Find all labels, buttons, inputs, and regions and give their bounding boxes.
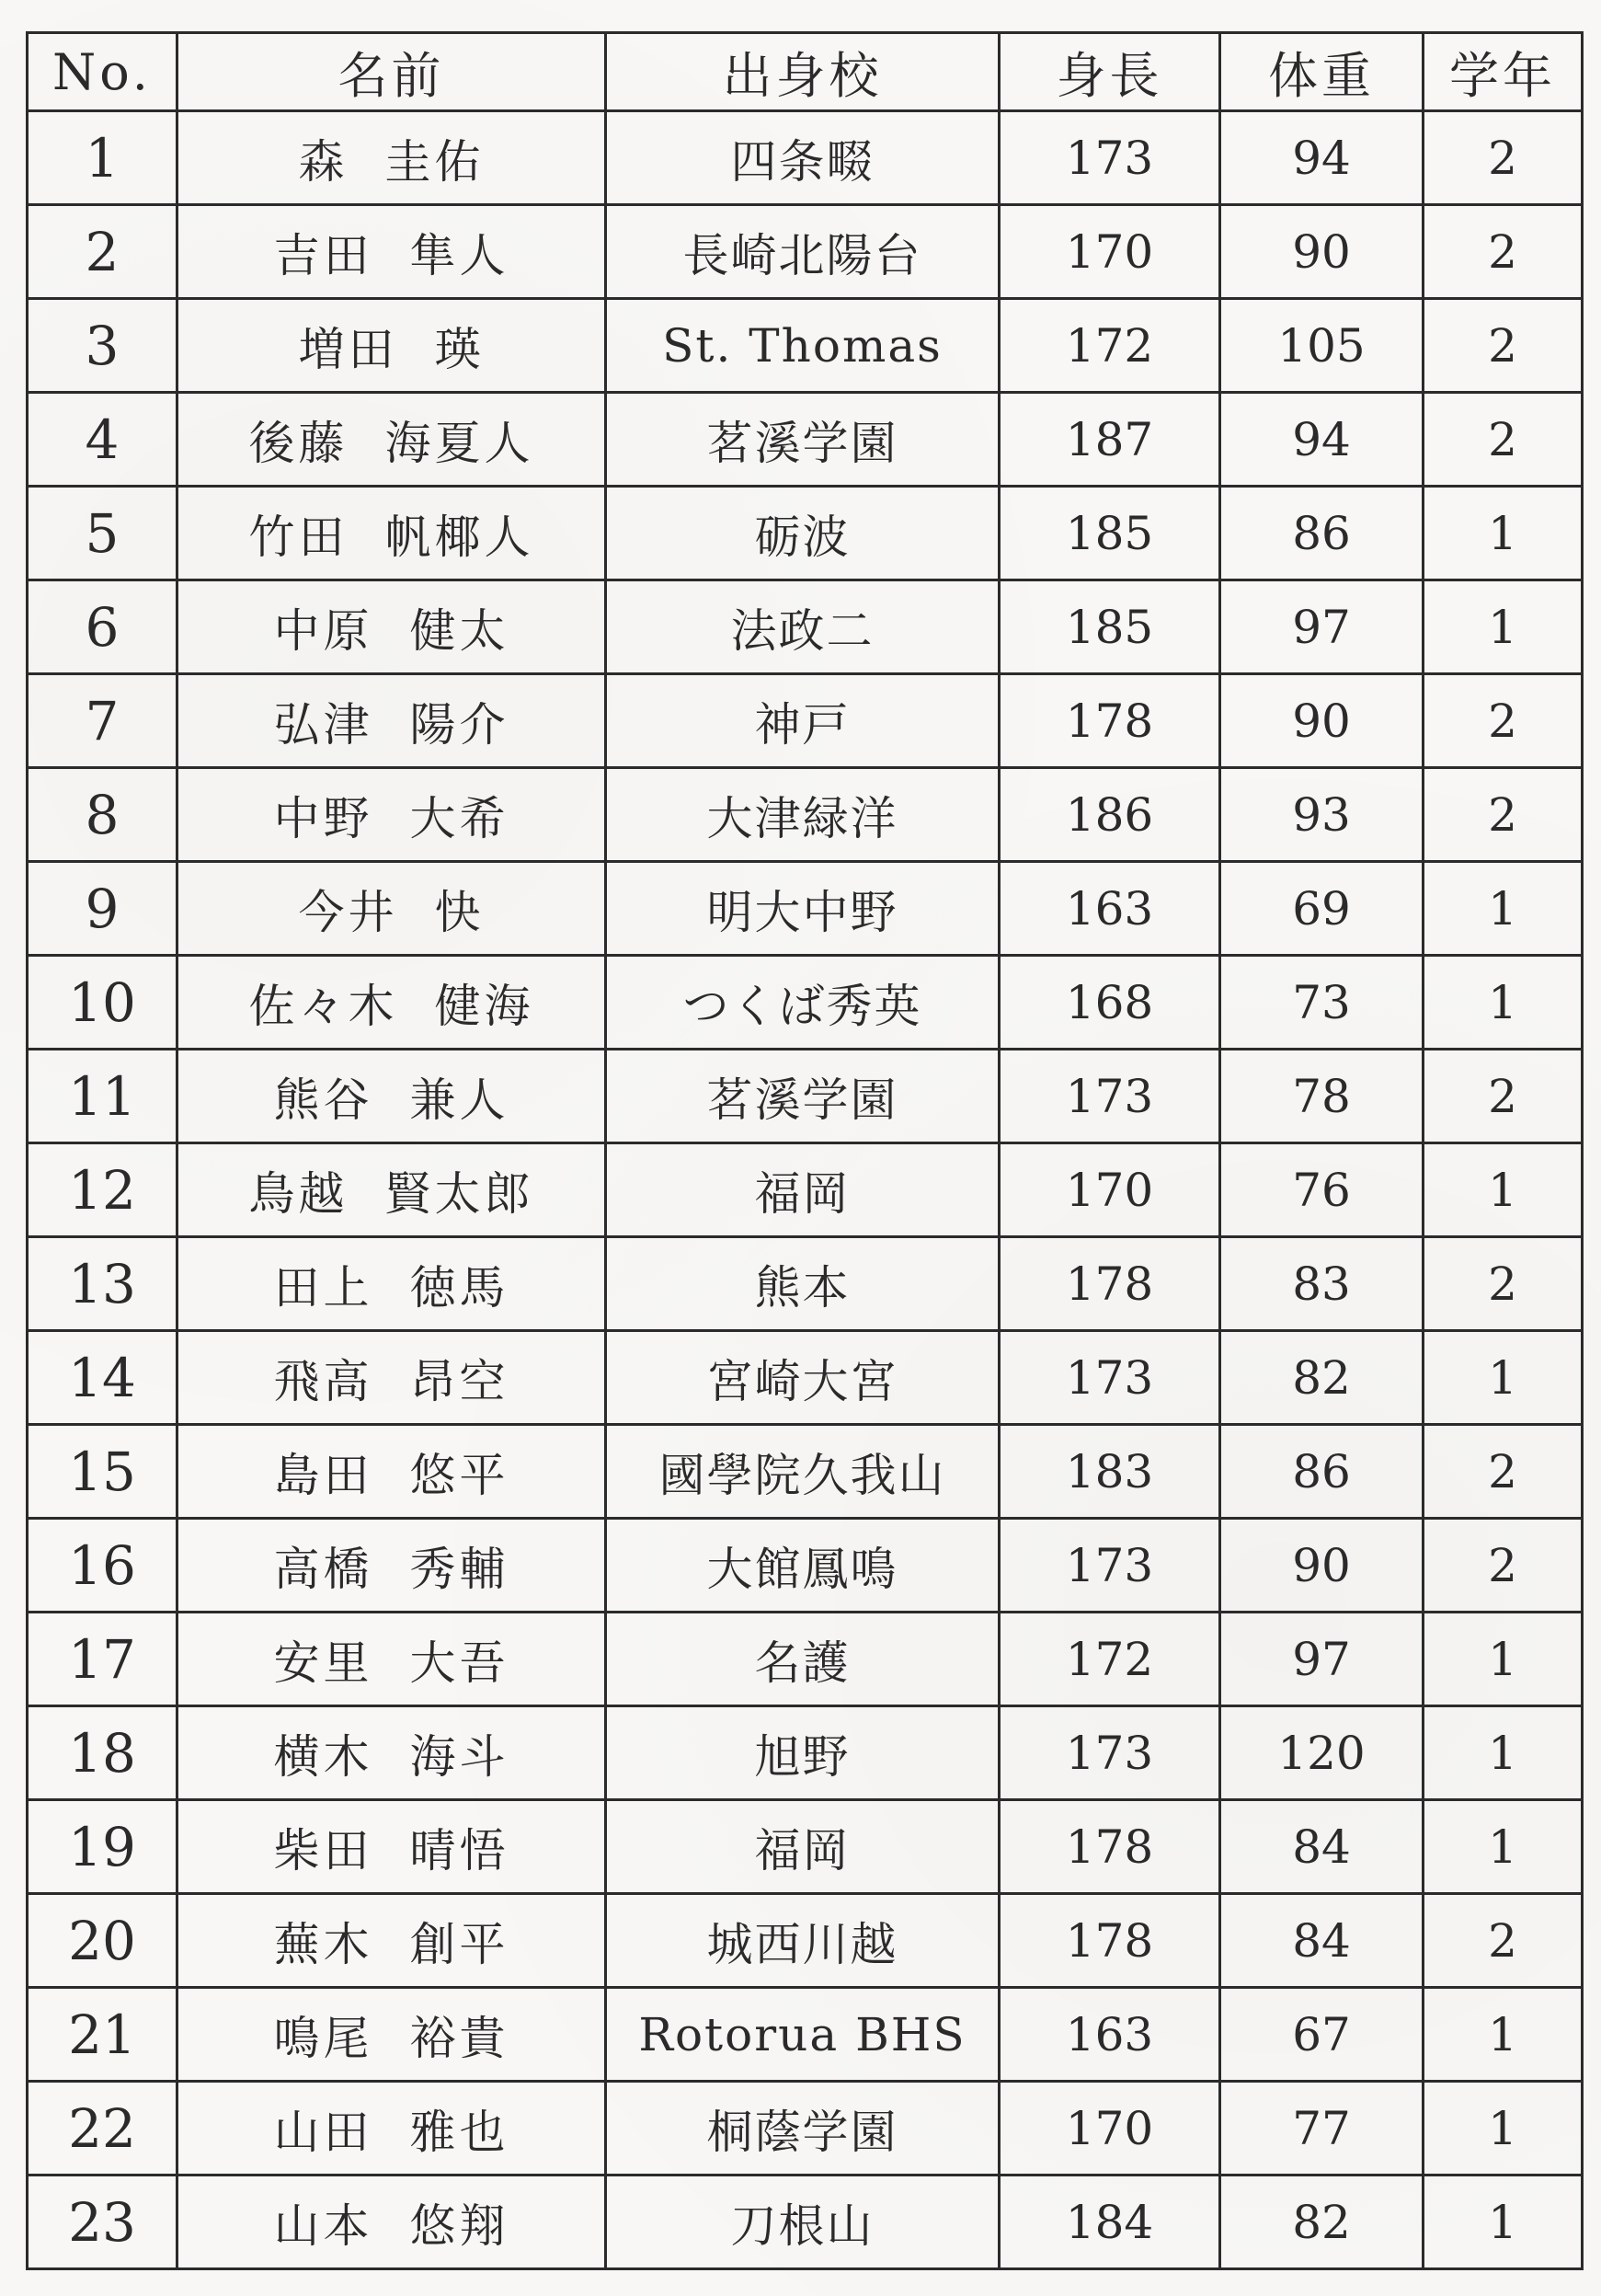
player-grade: 1	[1424, 956, 1583, 1050]
player-grade: 1	[1424, 2175, 1583, 2269]
player-name	[177, 2082, 606, 2175]
table-row	[28, 956, 1583, 1050]
player-given-name: 裕貴	[409, 2011, 509, 2065]
player-height: 185	[1000, 580, 1220, 674]
player-weight: 83	[1220, 1237, 1424, 1331]
table-row	[28, 1143, 1583, 1237]
header-grade: 学年	[1424, 33, 1583, 111]
player-grade: 1	[1424, 2082, 1583, 2175]
player-grade: 2	[1424, 393, 1583, 487]
player-school: 長崎北陽台	[606, 205, 1000, 299]
player-given-name: 悠翔	[409, 2198, 509, 2253]
player-height: 170	[1000, 2082, 1220, 2175]
player-given-name: 秀輔	[409, 1542, 509, 1596]
table-row	[28, 1706, 1583, 1800]
player-number: 20	[28, 1894, 177, 1988]
table-row	[28, 1237, 1583, 1331]
player-school: 茗溪学園	[606, 1050, 1000, 1143]
player-number: 19	[28, 1800, 177, 1894]
table-row	[28, 205, 1583, 299]
player-number: 21	[28, 1988, 177, 2082]
player-school: Rotorua BHS	[606, 1988, 1000, 2082]
player-height: 187	[1000, 393, 1220, 487]
player-number: 23	[28, 2175, 177, 2269]
player-grade: 2	[1424, 1894, 1583, 1988]
player-weight: 82	[1220, 2175, 1424, 2269]
player-school: 桐蔭学園	[606, 2082, 1000, 2175]
player-school: 福岡	[606, 1143, 1000, 1237]
table-row	[28, 1050, 1583, 1143]
player-school: 福岡	[606, 1800, 1000, 1894]
player-grade: 1	[1424, 1331, 1583, 1425]
player-weight: 86	[1220, 1425, 1424, 1519]
player-height: 178	[1000, 1800, 1220, 1894]
player-family-name: 吉田	[273, 228, 373, 282]
player-family-name: 森	[298, 134, 349, 189]
player-height: 173	[1000, 1519, 1220, 1613]
player-school: 刀根山	[606, 2175, 1000, 2269]
player-given-name: 陽介	[409, 697, 509, 752]
player-height: 173	[1000, 1706, 1220, 1800]
player-name	[177, 674, 606, 768]
table-row	[28, 1800, 1583, 1894]
table-row	[28, 111, 1583, 205]
player-number: 16	[28, 1519, 177, 1613]
player-name	[177, 299, 606, 393]
player-weight: 105	[1220, 299, 1424, 393]
header-school: 出身校	[606, 33, 1000, 111]
player-grade: 2	[1424, 299, 1583, 393]
player-given-name: 雅也	[409, 2105, 509, 2159]
player-family-name: 高橋	[273, 1542, 373, 1596]
player-number: 14	[28, 1331, 177, 1425]
player-number: 18	[28, 1706, 177, 1800]
player-given-name: 兼人	[409, 1073, 509, 1127]
player-given-name: 晴悟	[409, 1823, 509, 1877]
player-weight: 86	[1220, 487, 1424, 580]
player-given-name: 海夏人	[384, 416, 534, 470]
player-grade: 2	[1424, 111, 1583, 205]
player-given-name: 海斗	[409, 1729, 509, 1784]
player-number: 5	[28, 487, 177, 580]
player-name	[177, 2175, 606, 2269]
player-given-name: 圭佑	[384, 134, 485, 189]
player-height: 173	[1000, 111, 1220, 205]
player-given-name: 徳馬	[409, 1260, 509, 1314]
player-number: 10	[28, 956, 177, 1050]
player-family-name: 増田	[298, 322, 398, 376]
player-name	[177, 205, 606, 299]
player-grade: 2	[1424, 205, 1583, 299]
player-family-name: 今井	[298, 885, 398, 939]
player-given-name: 悠平	[409, 1448, 509, 1502]
table-row	[28, 487, 1583, 580]
player-grade: 2	[1424, 674, 1583, 768]
player-given-name: 昂空	[409, 1354, 509, 1408]
player-name	[177, 1237, 606, 1331]
player-name	[177, 111, 606, 205]
player-height: 172	[1000, 299, 1220, 393]
player-family-name: 鳴尾	[273, 2011, 373, 2065]
player-given-name: 隼人	[409, 228, 509, 282]
table-row	[28, 2082, 1583, 2175]
player-number: 12	[28, 1143, 177, 1237]
player-grade: 2	[1424, 1237, 1583, 1331]
table-row	[28, 1425, 1583, 1519]
player-weight: 90	[1220, 1519, 1424, 1613]
player-school: 名護	[606, 1613, 1000, 1706]
player-school: 國學院久我山	[606, 1425, 1000, 1519]
player-name	[177, 1988, 606, 2082]
roster-table	[26, 31, 1584, 2270]
player-number: 7	[28, 674, 177, 768]
player-grade: 2	[1424, 1050, 1583, 1143]
player-name	[177, 956, 606, 1050]
player-name	[177, 487, 606, 580]
player-family-name: 後藤	[248, 416, 349, 470]
player-family-name: 横木	[273, 1729, 373, 1784]
player-weight: 69	[1220, 862, 1424, 956]
player-school: つくば秀英	[606, 956, 1000, 1050]
player-number: 9	[28, 862, 177, 956]
player-given-name: 帆椰人	[384, 510, 534, 564]
player-weight: 120	[1220, 1706, 1424, 1800]
player-school: 大館鳳鳴	[606, 1519, 1000, 1613]
header-height: 身長	[1000, 33, 1220, 111]
player-family-name: 柴田	[273, 1823, 373, 1877]
player-height: 170	[1000, 205, 1220, 299]
player-grade: 1	[1424, 1988, 1583, 2082]
player-weight: 84	[1220, 1894, 1424, 1988]
player-grade: 1	[1424, 1800, 1583, 1894]
player-family-name: 佐々木	[248, 979, 398, 1033]
player-given-name: 大希	[409, 791, 509, 845]
player-family-name: 蕪木	[273, 1917, 373, 1971]
player-name	[177, 1613, 606, 1706]
player-number: 6	[28, 580, 177, 674]
table-row	[28, 2175, 1583, 2269]
player-height: 178	[1000, 674, 1220, 768]
player-given-name: 健海	[434, 979, 534, 1033]
player-number: 1	[28, 111, 177, 205]
player-number: 22	[28, 2082, 177, 2175]
player-name	[177, 1331, 606, 1425]
player-number: 17	[28, 1613, 177, 1706]
player-weight: 84	[1220, 1800, 1424, 1894]
player-number: 2	[28, 205, 177, 299]
player-weight: 90	[1220, 674, 1424, 768]
player-family-name: 飛高	[273, 1354, 373, 1408]
player-grade: 2	[1424, 768, 1583, 862]
player-school: 法政二	[606, 580, 1000, 674]
player-weight: 77	[1220, 2082, 1424, 2175]
player-name	[177, 1425, 606, 1519]
table-row	[28, 1331, 1583, 1425]
player-number: 3	[28, 299, 177, 393]
player-height: 183	[1000, 1425, 1220, 1519]
player-grade: 1	[1424, 580, 1583, 674]
player-family-name: 中原	[273, 603, 373, 658]
player-height: 178	[1000, 1237, 1220, 1331]
player-family-name: 山本	[273, 2198, 373, 2253]
player-given-name: 大吾	[409, 1636, 509, 1690]
table-row	[28, 580, 1583, 674]
player-weight: 93	[1220, 768, 1424, 862]
player-height: 184	[1000, 2175, 1220, 2269]
player-school: 旭野	[606, 1706, 1000, 1800]
player-number: 4	[28, 393, 177, 487]
table-row	[28, 674, 1583, 768]
player-school: 城西川越	[606, 1894, 1000, 1988]
header-no: No.	[28, 33, 177, 111]
player-grade: 1	[1424, 487, 1583, 580]
player-height: 173	[1000, 1050, 1220, 1143]
player-number: 11	[28, 1050, 177, 1143]
player-school: St. Thomas	[606, 299, 1000, 393]
player-family-name: 安里	[273, 1636, 373, 1690]
roster-body	[28, 111, 1583, 2269]
player-name	[177, 768, 606, 862]
player-number: 15	[28, 1425, 177, 1519]
player-name	[177, 580, 606, 674]
player-name	[177, 393, 606, 487]
player-name	[177, 1894, 606, 1988]
player-height: 186	[1000, 768, 1220, 862]
player-weight: 97	[1220, 580, 1424, 674]
player-family-name: 鳥越	[248, 1166, 349, 1221]
player-weight: 94	[1220, 111, 1424, 205]
header-row	[28, 33, 1583, 111]
player-school: 明大中野	[606, 862, 1000, 956]
table-row	[28, 1894, 1583, 1988]
player-name	[177, 1050, 606, 1143]
player-height: 185	[1000, 487, 1220, 580]
player-number: 13	[28, 1237, 177, 1331]
player-grade: 1	[1424, 1613, 1583, 1706]
player-school: 四条畷	[606, 111, 1000, 205]
table-row	[28, 768, 1583, 862]
player-name	[177, 862, 606, 956]
player-weight: 82	[1220, 1331, 1424, 1425]
player-grade: 1	[1424, 1143, 1583, 1237]
player-height: 178	[1000, 1894, 1220, 1988]
player-family-name: 竹田	[248, 510, 349, 564]
table-row	[28, 1613, 1583, 1706]
player-height: 168	[1000, 956, 1220, 1050]
player-grade: 2	[1424, 1425, 1583, 1519]
player-school: 砺波	[606, 487, 1000, 580]
player-name	[177, 1800, 606, 1894]
player-weight: 73	[1220, 956, 1424, 1050]
player-weight: 76	[1220, 1143, 1424, 1237]
player-weight: 90	[1220, 205, 1424, 299]
player-given-name: 賢太郎	[384, 1166, 534, 1221]
player-family-name: 山田	[273, 2105, 373, 2159]
player-name	[177, 1143, 606, 1237]
player-family-name: 島田	[273, 1448, 373, 1502]
player-given-name: 創平	[409, 1917, 509, 1971]
player-school: 大津緑洋	[606, 768, 1000, 862]
player-weight: 78	[1220, 1050, 1424, 1143]
player-height: 163	[1000, 1988, 1220, 2082]
header-name: 名前	[177, 33, 606, 111]
table-row	[28, 1988, 1583, 2082]
player-school: 茗溪学園	[606, 393, 1000, 487]
player-weight: 94	[1220, 393, 1424, 487]
table-row	[28, 299, 1583, 393]
player-weight: 97	[1220, 1613, 1424, 1706]
player-school: 熊本	[606, 1237, 1000, 1331]
player-school: 宮崎大宮	[606, 1331, 1000, 1425]
player-grade: 1	[1424, 862, 1583, 956]
player-name	[177, 1519, 606, 1613]
table-row	[28, 393, 1583, 487]
table-row	[28, 862, 1583, 956]
player-school: 神戸	[606, 674, 1000, 768]
player-weight: 67	[1220, 1988, 1424, 2082]
player-family-name: 中野	[273, 791, 373, 845]
header-weight: 体重	[1220, 33, 1424, 111]
player-grade: 2	[1424, 1519, 1583, 1613]
player-number: 8	[28, 768, 177, 862]
table-row	[28, 1519, 1583, 1613]
player-family-name: 弘津	[273, 697, 373, 752]
player-height: 163	[1000, 862, 1220, 956]
player-family-name: 熊谷	[273, 1073, 373, 1127]
player-given-name: 瑛	[434, 322, 485, 376]
player-grade: 1	[1424, 1706, 1583, 1800]
player-height: 172	[1000, 1613, 1220, 1706]
player-height: 173	[1000, 1331, 1220, 1425]
player-height: 170	[1000, 1143, 1220, 1237]
player-given-name: 快	[434, 885, 485, 939]
player-given-name: 健太	[409, 603, 509, 658]
player-family-name: 田上	[273, 1260, 373, 1314]
player-name	[177, 1706, 606, 1800]
